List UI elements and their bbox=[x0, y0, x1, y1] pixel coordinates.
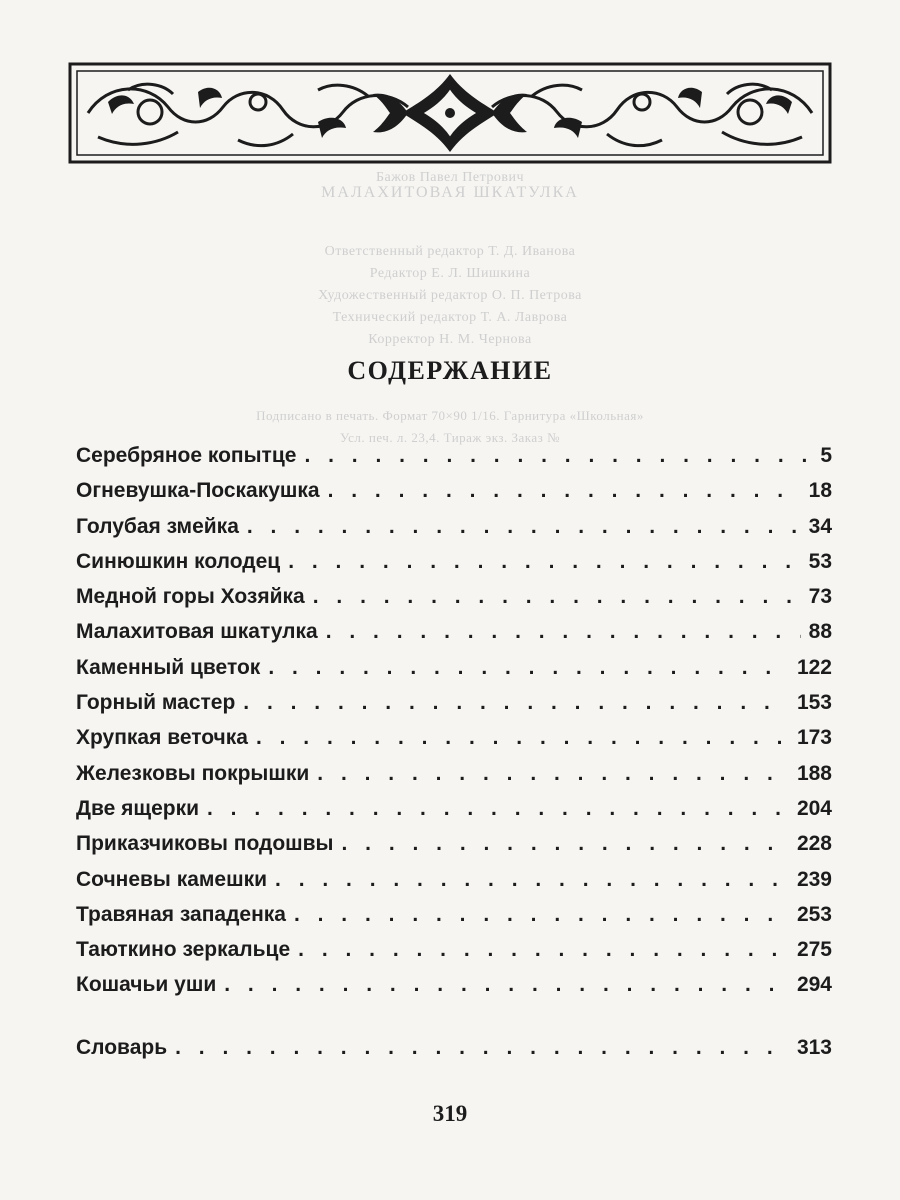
dot-leader bbox=[326, 620, 801, 644]
toc-entry[interactable] bbox=[76, 515, 832, 550]
toc-entry-page: 5 bbox=[820, 444, 832, 467]
dot-leader bbox=[247, 515, 801, 539]
page-number: 319 bbox=[432, 1101, 468, 1126]
dot-leader bbox=[313, 585, 801, 609]
toc-entry-title: Голубая змейка bbox=[76, 514, 239, 538]
dot-leader bbox=[175, 1036, 789, 1060]
toc-entry-page: 294 bbox=[796, 973, 832, 997]
toc-entry-page: 53 bbox=[808, 549, 832, 573]
bleed-through-text: Технический редактор Т. А. Лаврова bbox=[332, 310, 568, 325]
bleed-through-text: Корректор Н. М. Чернова bbox=[368, 332, 532, 347]
toc-entry[interactable] bbox=[76, 585, 832, 620]
toc-entry[interactable] bbox=[76, 620, 832, 655]
toc-entry[interactable] bbox=[76, 868, 832, 903]
toc-entry-title: Горный мастер bbox=[76, 691, 236, 715]
toc-entry-page: 253 bbox=[796, 902, 832, 926]
toc-entry[interactable] bbox=[76, 726, 832, 761]
dot-leader bbox=[328, 479, 801, 503]
toc-entry-title: Каменный цветок bbox=[76, 655, 261, 679]
table-of-contents bbox=[76, 444, 832, 1009]
toc-entry-page: 204 bbox=[796, 796, 832, 820]
bleed-through-text: Подписано в печать. Формат 70×90 1/16. Гарнитура «Школьная» bbox=[256, 408, 644, 423]
toc-entry-title: Синюшкин колодец bbox=[76, 549, 281, 573]
toc-entry-title: Кошачьи уши bbox=[76, 973, 217, 997]
bleed-through-text: МАЛАХИТОВАЯ ШКАТУЛКА bbox=[321, 184, 579, 201]
toc-entry[interactable] bbox=[76, 656, 832, 691]
toc-entry[interactable] bbox=[76, 903, 832, 938]
toc-entry[interactable] bbox=[76, 973, 832, 1008]
toc-entry[interactable] bbox=[76, 550, 832, 585]
toc-entry[interactable] bbox=[76, 691, 832, 726]
toc-entry[interactable] bbox=[76, 479, 832, 514]
dot-leader bbox=[275, 868, 789, 892]
toc-entry-page: 34 bbox=[808, 514, 832, 538]
toc-entry-dictionary[interactable] bbox=[76, 1036, 832, 1071]
toc-entry-title: Хрупкая веточка bbox=[76, 726, 248, 750]
toc-entry-title: Словарь bbox=[76, 1036, 168, 1059]
toc-entry-page: 188 bbox=[796, 761, 832, 785]
toc-entry-page: 153 bbox=[796, 691, 832, 715]
toc-entry-page: 73 bbox=[808, 585, 832, 609]
toc-entry-title: Малахитовая шкатулка bbox=[76, 620, 318, 644]
dot-leader bbox=[224, 973, 789, 997]
dot-leader bbox=[304, 444, 812, 468]
toc-entry[interactable] bbox=[76, 797, 832, 832]
toc-entry[interactable] bbox=[76, 832, 832, 867]
toc-entry[interactable] bbox=[76, 762, 832, 797]
toc-entry-page: 239 bbox=[796, 867, 832, 891]
toc-entry-title: Травяная западенка bbox=[76, 902, 286, 926]
toc-entry-title: Железковы покрышки bbox=[76, 761, 310, 785]
toc-entry-page: 122 bbox=[796, 655, 832, 679]
floral-ornament-icon bbox=[68, 62, 832, 164]
toc-entry-page: 313 bbox=[796, 1036, 832, 1059]
toc-entry-page: 18 bbox=[808, 479, 832, 503]
contents-heading: СОДЕРЖАНИЕ bbox=[347, 356, 553, 385]
toc-entry-title: Таюткино зеркальце bbox=[76, 938, 291, 962]
toc-entry[interactable] bbox=[76, 938, 832, 973]
dot-leader bbox=[342, 832, 789, 856]
bleed-through-text: Бажов Павел Петрович bbox=[376, 170, 524, 185]
dot-leader bbox=[298, 938, 789, 962]
toc-entry-page: 228 bbox=[796, 832, 832, 856]
toc-entry-page: 173 bbox=[796, 726, 832, 750]
toc-entry[interactable] bbox=[76, 444, 832, 479]
toc-entry-page: 275 bbox=[796, 938, 832, 962]
bleed-through-text: Ответственный редактор Т. Д. Иванова bbox=[324, 244, 576, 259]
toc-entry-title: Сочневы камешки bbox=[76, 867, 268, 891]
toc-entry-title: Серебряное копытце bbox=[76, 444, 297, 467]
toc-entry-page: 88 bbox=[808, 620, 832, 644]
bleed-through-text: Усл. печ. л. 23,4. Тираж экз. Заказ № bbox=[340, 430, 560, 445]
toc-entry-title: Огневушка-Поскакушка bbox=[76, 479, 320, 503]
dot-leader bbox=[243, 691, 789, 715]
dot-leader bbox=[288, 550, 800, 574]
toc-entry-title: Две ящерки bbox=[76, 796, 200, 820]
dot-leader bbox=[268, 656, 789, 680]
toc-entry-title: Приказчиковы подошвы bbox=[76, 832, 334, 856]
dot-leader bbox=[207, 797, 789, 821]
toc-entry-title: Медной горы Хозяйка bbox=[76, 585, 305, 609]
dot-leader bbox=[294, 903, 789, 927]
appendix-entry bbox=[76, 1036, 832, 1071]
bleed-through-text: Художественный редактор О. П. Петрова bbox=[318, 288, 582, 303]
bleed-through-text: Редактор Е. Л. Шишкина bbox=[369, 266, 531, 281]
dot-leader bbox=[256, 726, 789, 750]
dot-leader bbox=[317, 762, 789, 786]
